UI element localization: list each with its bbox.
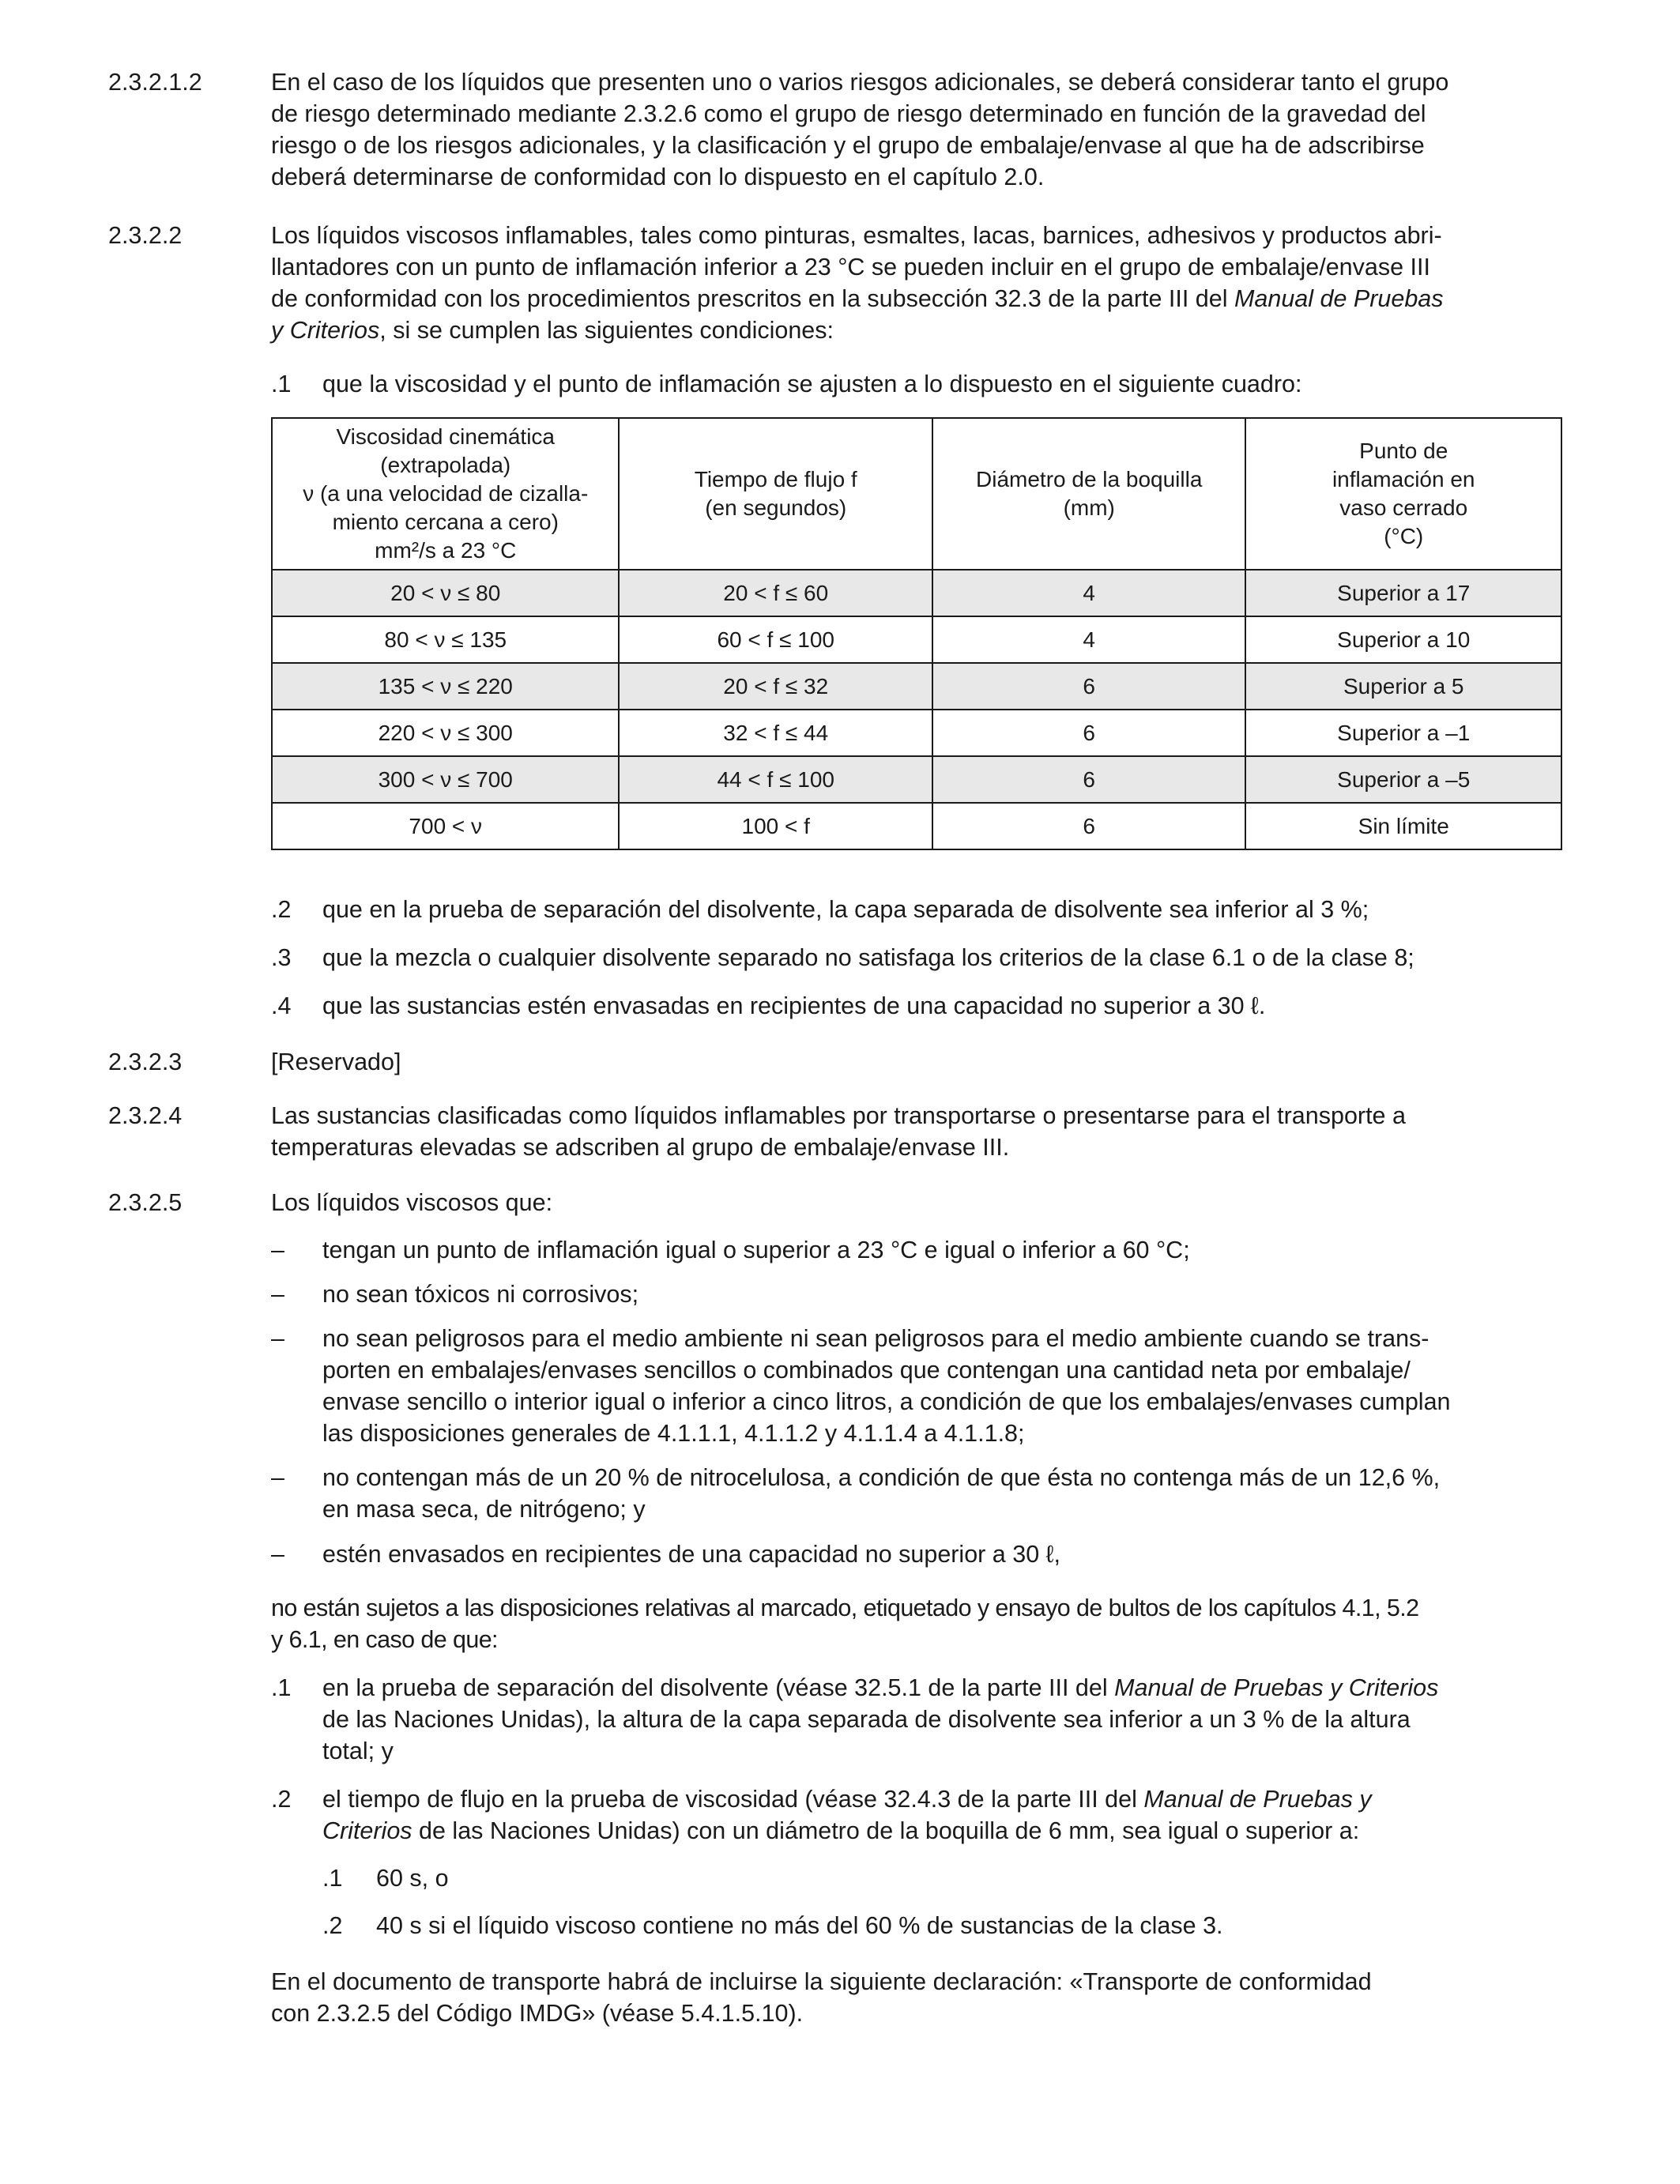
item-text: 60 s, o bbox=[376, 1865, 449, 1892]
text-line: las disposiciones generales de 4.1.1.1, 4.1.1.2 y 4.1.1.4 a 4.1.1.8; bbox=[322, 1420, 1025, 1447]
item-text: que en la prueba de separación del disolvente, la capa separada de disolvente sea inferior al 3 %; bbox=[322, 896, 1369, 923]
text-line: no están sujetos a las disposiciones relativas al marcado, etiquetado y ensayo de bultos de los capítulos 4.1, 5.2 bbox=[271, 1595, 1419, 1621]
text-line bbox=[322, 1783, 1562, 1815]
text-line: Los líquidos viscosos inflamables, tales como pinturas, esmaltes, lacas, barnices, adhesivos y productos abri- bbox=[271, 222, 1442, 249]
cell-flash-point: Superior a –1 bbox=[1245, 710, 1561, 756]
header-line: Diámetro de la boquilla bbox=[976, 467, 1203, 491]
header-line: Punto de bbox=[1359, 439, 1448, 463]
header-line: Tiempo de flujo f bbox=[694, 467, 857, 491]
text-line: total; y bbox=[322, 1738, 394, 1764]
header-line: (°C) bbox=[1384, 524, 1424, 548]
text-line: y 6.1, en caso de que: bbox=[271, 1626, 498, 1653]
cell-viscosity: 135 < ν ≤ 220 bbox=[272, 663, 619, 710]
cell-flow-time: 60 < f ≤ 100 bbox=[619, 616, 932, 663]
dash-text bbox=[322, 1234, 1562, 1266]
item-text bbox=[322, 1672, 1562, 1767]
cell-flow-time: 100 < f bbox=[619, 803, 932, 849]
section-text bbox=[271, 220, 1562, 346]
table-row bbox=[272, 616, 1561, 663]
text-line bbox=[271, 283, 1562, 314]
header-line: vaso cerrado bbox=[1339, 495, 1468, 520]
item-label: .2 bbox=[271, 1786, 292, 1813]
section-text bbox=[271, 1100, 1562, 1163]
dash-text bbox=[322, 1323, 1562, 1449]
cell-flash-point: Superior a 5 bbox=[1245, 663, 1561, 710]
cell-nozzle: 4 bbox=[932, 616, 1245, 663]
table-row bbox=[272, 570, 1561, 616]
section-text: [Reservado] bbox=[271, 1049, 401, 1075]
text-line: porten en embalajes/envases sencillos o combinados que contengan una cantidad neta por embalaje/ bbox=[322, 1357, 1411, 1384]
header-line: mm²/s a 23 °C bbox=[375, 538, 517, 563]
text-run: de las Naciones Unidas) con un diámetro de la boquilla de 6 mm, sea igual o superior a: bbox=[412, 1817, 1360, 1844]
text-line: no sean tóxicos ni corrosivos; bbox=[322, 1281, 639, 1308]
text-run: en la prueba de separación del disolvente (véase 32.5.1 de la parte III del bbox=[322, 1674, 1115, 1701]
manual-title: y Criterios bbox=[271, 317, 380, 344]
header-flash-point bbox=[1245, 418, 1561, 570]
cell-flow-time: 20 < f ≤ 32 bbox=[619, 663, 932, 710]
text-line: En el documento de transporte habrá de incluirse la siguiente declaración: «Transporte de conformidad bbox=[271, 1968, 1372, 1995]
item-text: 40 s si el líquido viscoso contiene no más del 60 % de sustancias de la clase 3. bbox=[376, 1912, 1223, 1939]
dash-label: – bbox=[271, 1464, 284, 1491]
text-line: tengan un punto de inflamación igual o superior a 23 °C e igual o inferior a 60 °C; bbox=[322, 1237, 1190, 1263]
cell-flash-point: Superior a –5 bbox=[1245, 756, 1561, 803]
cell-flow-time: 32 < f ≤ 44 bbox=[619, 710, 932, 756]
text-line: deberá determinarse de conformidad con lo dispuesto en el capítulo 2.0. bbox=[271, 164, 1045, 190]
table-header-row bbox=[272, 418, 1561, 570]
text-run: de conformidad con los procedimientos prescritos en la subsección 32.3 de la parte III del bbox=[271, 285, 1234, 312]
header-line: ν (a una velocidad de cizalla- bbox=[303, 481, 589, 506]
text-line: riesgo o de los riesgos adicionales, y la clasificación y el grupo de embalaje/envase al que ha de adscribirse bbox=[271, 132, 1425, 159]
item-text: que las sustancias estén envasadas en recipientes de una capacidad no superior a 30 ℓ. bbox=[322, 992, 1266, 1019]
cell-flow-time: 44 < f ≤ 100 bbox=[619, 756, 932, 803]
cell-nozzle: 6 bbox=[932, 663, 1245, 710]
text-line: con 2.3.2.5 del Código IMDG» (véase 5.4.1.5.10). bbox=[271, 2000, 804, 2027]
header-line: inflamación en bbox=[1332, 467, 1475, 491]
manual-title: Criterios bbox=[322, 1817, 412, 1844]
cell-viscosity: 20 < ν ≤ 80 bbox=[272, 570, 619, 616]
item-label: .4 bbox=[271, 992, 292, 1019]
item-label: .1 bbox=[271, 371, 292, 397]
manual-title: Manual de Pruebas bbox=[1234, 285, 1444, 312]
cell-flow-time: 20 < f ≤ 60 bbox=[619, 570, 932, 616]
cell-nozzle: 6 bbox=[932, 710, 1245, 756]
section-number: 2.3.2.1.2 bbox=[108, 69, 202, 96]
header-line: (en segundos) bbox=[705, 495, 847, 520]
cell-nozzle: 4 bbox=[932, 570, 1245, 616]
text-line bbox=[322, 1815, 1562, 1847]
text-line: En el caso de los líquidos que presenten uno o varios riesgos adicionales, se deberá considerar tanto el grupo bbox=[271, 69, 1449, 96]
table-row bbox=[272, 756, 1561, 803]
cell-viscosity: 300 < ν ≤ 700 bbox=[272, 756, 619, 803]
text-line: en masa seca, de nitrógeno; y bbox=[322, 1496, 646, 1523]
item-label: .1 bbox=[271, 1674, 292, 1701]
header-flow-time bbox=[619, 418, 932, 570]
cell-flash-point: Superior a 10 bbox=[1245, 616, 1561, 663]
dash-text bbox=[322, 1538, 1562, 1570]
section-text bbox=[271, 1592, 1562, 1655]
dash-label: – bbox=[271, 1237, 284, 1263]
item-label: .1 bbox=[322, 1865, 343, 1892]
cell-nozzle: 6 bbox=[932, 803, 1245, 849]
text-line: Las sustancias clasificadas como líquidos inflamables por transportarse o presentarse para el transporte a bbox=[271, 1102, 1406, 1129]
text-line bbox=[322, 1672, 1562, 1704]
cell-viscosity: 220 < ν ≤ 300 bbox=[272, 710, 619, 756]
text-line: de las Naciones Unidas), la altura de la capa separada de disolvente sea inferior a un 3 % de la altura bbox=[322, 1706, 1411, 1733]
item-label: .3 bbox=[271, 944, 292, 971]
header-nozzle-diameter bbox=[932, 418, 1245, 570]
section-number: 2.3.2.5 bbox=[108, 1189, 183, 1216]
text-line: envase sencillo o interior igual o inferior a cinco litros, a condición de que los embalajes/envases cumplan bbox=[322, 1388, 1451, 1415]
text-run: el tiempo de flujo en la prueba de viscosidad (véase 32.4.3 de la parte III del bbox=[322, 1786, 1144, 1813]
manual-title: Manual de Pruebas y Criterios bbox=[1114, 1674, 1439, 1701]
header-line: (mm) bbox=[1063, 495, 1115, 520]
header-line: (extrapolada) bbox=[380, 453, 511, 477]
section-text bbox=[271, 1966, 1562, 2029]
text-line: no contengan más de un 20 % de nitrocelulosa, a condición de que ésta no contenga más de un 12,6 %, bbox=[322, 1464, 1441, 1491]
text-run: , si se cumplen las siguientes condiciones: bbox=[379, 317, 834, 344]
cell-flash-point: Sin límite bbox=[1245, 803, 1561, 849]
header-line: miento cercana a cero) bbox=[332, 510, 559, 534]
header-viscosity bbox=[272, 418, 619, 570]
table-row bbox=[272, 663, 1561, 710]
item-label: .2 bbox=[322, 1912, 343, 1939]
table-row bbox=[272, 710, 1561, 756]
item-text: que la mezcla o cualquier disolvente separado no satisfaga los criterios de la clase 6.1 o de la clase 8; bbox=[322, 944, 1414, 971]
table-row bbox=[272, 803, 1561, 849]
section-text bbox=[271, 66, 1562, 193]
cell-viscosity: 700 < ν bbox=[272, 803, 619, 849]
item-label: .2 bbox=[271, 896, 292, 923]
section-number: 2.3.2.3 bbox=[108, 1049, 183, 1075]
dash-label: – bbox=[271, 1325, 284, 1352]
text-line: llantadores con un punto de inflamación inferior a 23 °C se pueden incluir en el grupo de embalaje/envase III bbox=[271, 254, 1430, 281]
item-text bbox=[322, 1783, 1562, 1847]
viscosity-table bbox=[271, 417, 1562, 850]
manual-title: Manual de Pruebas y bbox=[1143, 1786, 1372, 1813]
dash-text bbox=[322, 1278, 1562, 1310]
section-number: 2.3.2.4 bbox=[108, 1102, 183, 1129]
dash-label: – bbox=[271, 1281, 284, 1308]
cell-nozzle: 6 bbox=[932, 756, 1245, 803]
section-intro: Los líquidos viscosos que: bbox=[271, 1189, 553, 1216]
item-text: que la viscosidad y el punto de inflamación se ajusten a lo dispuesto en el siguiente cuadro: bbox=[322, 371, 1302, 397]
text-line: temperaturas elevadas se adscriben al grupo de embalaje/envase III. bbox=[271, 1134, 1010, 1161]
dash-label: – bbox=[271, 1541, 284, 1568]
section-number: 2.3.2.2 bbox=[108, 222, 183, 249]
text-line: no sean peligrosos para el medio ambiente ni sean peligrosos para el medio ambiente cuando se trans- bbox=[322, 1325, 1430, 1352]
text-line: de riesgo determinado mediante 2.3.2.6 como el grupo de riesgo determinado en función de la gravedad del bbox=[271, 100, 1426, 127]
header-line: Viscosidad cinemática bbox=[336, 424, 555, 449]
text-line bbox=[271, 314, 1562, 346]
dash-text bbox=[322, 1462, 1562, 1525]
text-line: estén envasados en recipientes de una capacidad no superior a 30 ℓ, bbox=[322, 1541, 1060, 1568]
cell-viscosity: 80 < ν ≤ 135 bbox=[272, 616, 619, 663]
cell-flash-point: Superior a 17 bbox=[1245, 570, 1561, 616]
